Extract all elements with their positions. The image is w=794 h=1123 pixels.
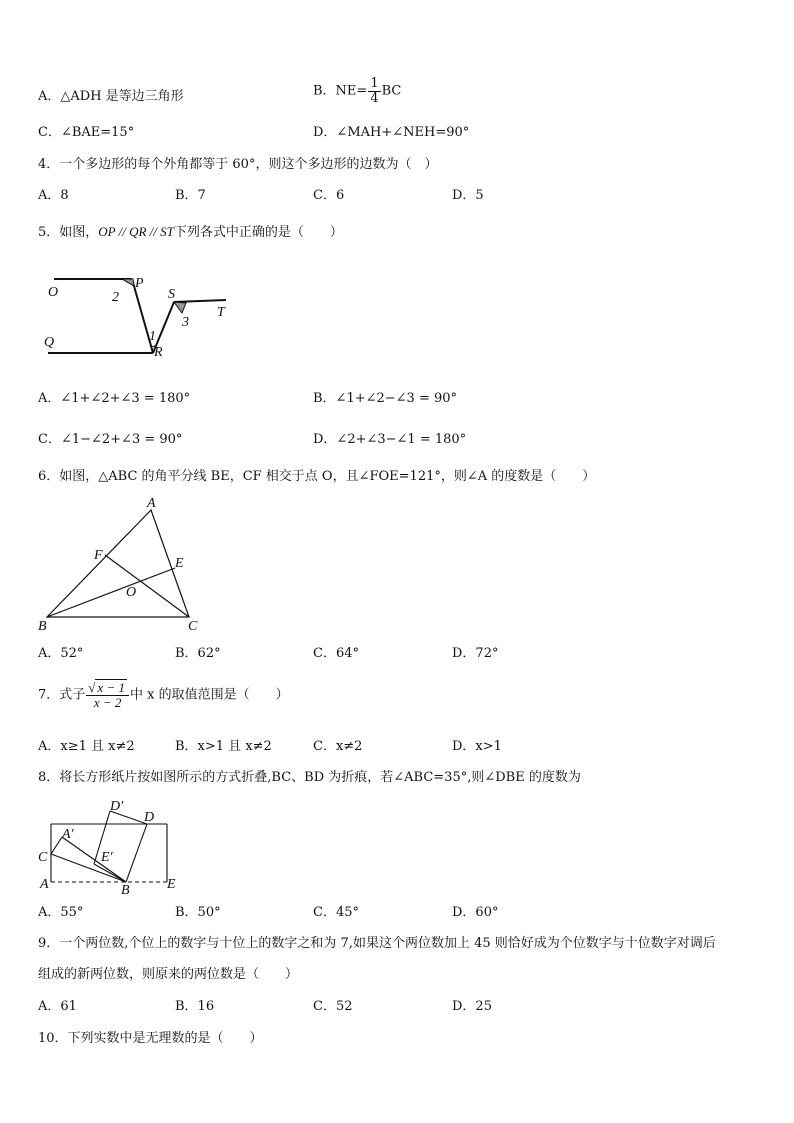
q3-option-a: A．△ADH 是等边三角形 <box>38 89 184 104</box>
q5-label-t: T <box>217 305 225 320</box>
q5-stem-prefix: 5．如图， <box>38 225 99 240</box>
q3-option-b <box>313 77 401 105</box>
q6-label-c: C <box>188 619 198 634</box>
q7-numerator: √ x − 1 <box>86 681 129 696</box>
q8-option-c: C．45° <box>313 905 359 920</box>
q6-figure <box>34 492 214 638</box>
q9-option-d: D．25 <box>452 999 492 1014</box>
q6-label-f: F <box>94 548 103 563</box>
q8-option-d: D．60° <box>452 905 499 920</box>
q3-fraction-numerator: 1 <box>370 76 379 91</box>
q4-option-c: C．6 <box>313 188 345 203</box>
q5-label-1: 1 <box>149 329 156 344</box>
q4-stem: 4．一个多边形的每个外角都等于 60°，则这个多边形的边数为（ ） <box>38 157 438 172</box>
q4-option-b: B．7 <box>175 188 206 203</box>
q8-label-a: A <box>40 877 49 892</box>
q8-figure <box>34 794 194 896</box>
q6-option-a: A．52° <box>38 646 84 661</box>
q5-figure <box>40 268 240 368</box>
q4-option-d: D．5 <box>452 188 484 203</box>
q9-stem-line1: 9．一个两位数,个位上的数字与十位上的数字之和为 7,如果这个两位数加上 45 则恰好成为个位数字与十位数字对调后 <box>38 936 716 951</box>
q6-option-c: C．64° <box>313 646 359 661</box>
q7-radicand: x − 1 <box>97 680 125 695</box>
q7-stem-prefix: 7．式子 <box>38 687 86 703</box>
q9-option-b: B．16 <box>175 999 215 1014</box>
q8-option-a: A．55° <box>38 905 84 920</box>
q9-option-a: A．61 <box>38 999 77 1014</box>
q6-label-b: B <box>38 619 47 634</box>
q5-stem <box>38 225 343 239</box>
q4-option-a: A．8 <box>38 188 69 203</box>
q8-option-b: B．50° <box>175 905 221 920</box>
q5-option-b: B．∠1+∠2−∠3 = 90° <box>313 391 458 406</box>
q8-stem: 8．将长方形纸片按如图所示的方式折叠,BC、BD 为折痕，若∠ABC=35°,则∠DBE 的度数为 <box>38 770 581 785</box>
q7-fraction <box>86 681 129 709</box>
q8-label-b: B <box>121 883 130 896</box>
q8-label-e1: E′ <box>101 850 113 865</box>
q3-option-d: D．∠MAH+∠NEH=90° <box>313 125 470 140</box>
q6-option-d: D．72° <box>452 646 499 661</box>
q7-denominator: x − 2 <box>93 694 122 710</box>
q8-crease-bd <box>126 824 147 882</box>
q5-option-d: D．∠2+∠3−∠1 = 180° <box>313 432 467 447</box>
q7-option-c: C．x≠2 <box>313 739 363 754</box>
q9-option-c: C．52 <box>313 999 353 1014</box>
q3-option-c: C．∠BAE=15° <box>38 125 135 140</box>
q5-angle-3-mark <box>174 302 186 313</box>
q5-label-o: O <box>48 285 59 300</box>
q5-label-s: S <box>168 287 175 302</box>
q3-fraction-denominator: 4 <box>370 90 379 106</box>
q6-option-b: B．62° <box>175 646 221 661</box>
q5-line-st <box>174 300 226 302</box>
q8-label-c: C <box>38 850 48 865</box>
q5-option-a: A．∠1+∠2+∠3 = 180° <box>38 391 191 406</box>
q6-label-a: A <box>147 496 156 511</box>
q8-label-e: E <box>167 877 176 892</box>
q3-option-b-fraction <box>368 77 380 105</box>
q7-option-a: A．x≥1 且 x≠2 <box>38 739 135 754</box>
q5-stem-math: OP // QR // ST <box>98 224 174 239</box>
q5-stem-suffix: 下列各式中正确的是（ ） <box>173 225 343 240</box>
q5-label-r: R <box>154 345 163 360</box>
q5-option-c: C．∠1−∠2+∠3 = 90° <box>38 432 183 447</box>
q9-stem-line2: 组成的新两位数，则原来的两位数是（ ） <box>38 967 299 982</box>
q7-stem-suffix: 中 x 的取值范围是（ ） <box>129 687 289 703</box>
q8-label-d1: D′ <box>110 799 124 814</box>
q8-fold-e1b <box>94 864 126 882</box>
q6-stem: 6．如图，△ABC 的角平分线 BE，CF 相交于点 O，且∠FOE=121°，则∠A 的度数是（ ） <box>38 469 596 484</box>
q8-fold-a1b <box>62 837 126 882</box>
q5-label-q: Q <box>44 335 55 350</box>
q7-stem <box>38 681 289 709</box>
q5-label-p: P <box>135 276 144 291</box>
q7-option-b: B．x>1 且 x≠2 <box>175 739 272 754</box>
q8-crease-bc <box>51 854 126 882</box>
q7-option-d: D．x>1 <box>452 739 502 754</box>
q6-label-o: O <box>126 585 137 600</box>
q10-stem: 10．下列实数中是无理数的是（ ） <box>38 1031 263 1046</box>
q5-label-2: 2 <box>112 290 119 305</box>
q6-label-e: E <box>175 556 184 571</box>
q8-label-a1: A′ <box>62 827 74 842</box>
q8-label-d: D <box>144 810 155 825</box>
q5-angle-2-mark <box>122 279 134 286</box>
q3-option-b-prefix: B．NE= <box>313 83 368 99</box>
q3-option-b-suffix: BC <box>381 83 402 99</box>
q5-label-3: 3 <box>182 315 189 330</box>
q8-fold-ca1 <box>51 837 62 854</box>
